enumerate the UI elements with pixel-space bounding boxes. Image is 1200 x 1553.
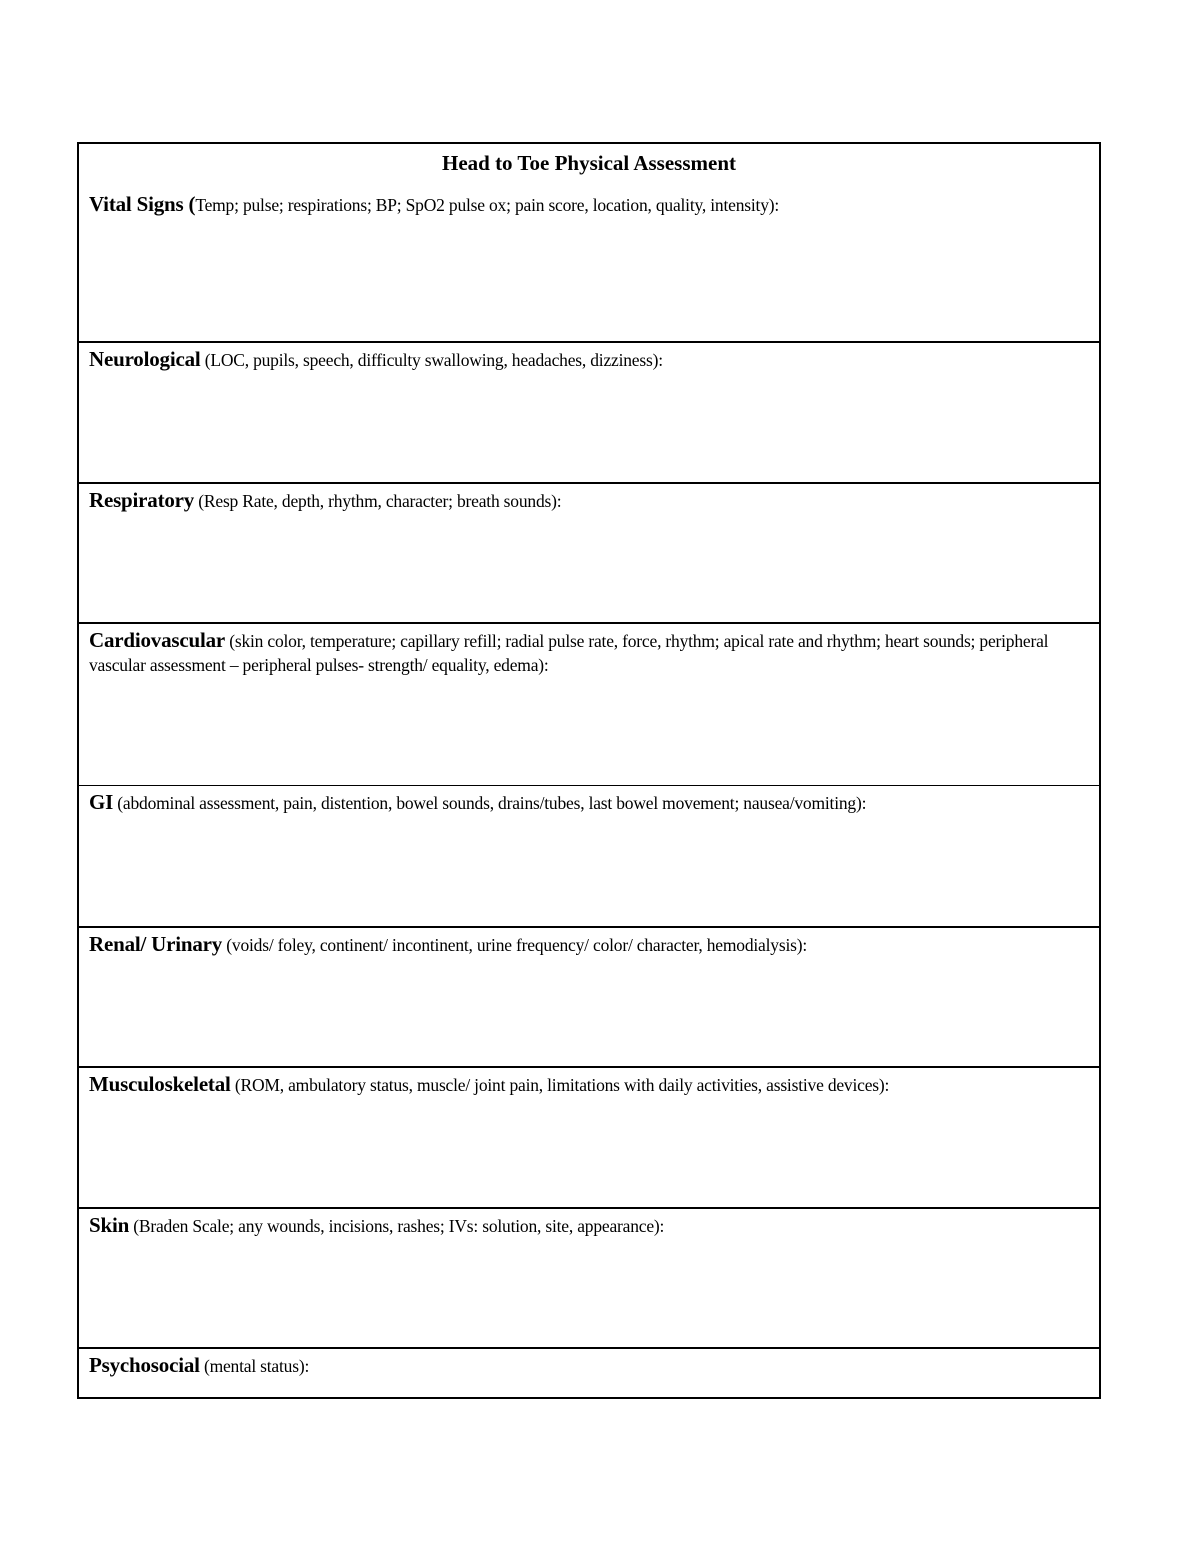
section-label-psychosocial: Psychosocial <box>89 1353 200 1377</box>
section-desc-respiratory: (Resp Rate, depth, rhythm, character; breath sounds): <box>194 491 562 511</box>
section-desc-vital-signs: Temp; pulse; respirations; BP; SpO2 pulse ox; pain score, location, quality, intensity): <box>195 195 780 215</box>
section-label-respiratory: Respiratory <box>89 488 195 512</box>
section-label-vital-signs: Vital Signs <box>89 192 184 216</box>
section-psychosocial <box>79 1347 1099 1397</box>
section-respiratory <box>79 482 1099 622</box>
section-desc-gi: (abdominal assessment, pain, distention, bowel sounds, drains/tubes, last bowel movement; nausea/vomiting): <box>113 793 867 813</box>
section-label-renal-urinary: Renal/ Urinary <box>89 932 223 956</box>
section-desc-psychosocial: (mental status): <box>199 1356 310 1376</box>
section-label-cardiovascular: Cardiovascular <box>89 628 226 652</box>
section-cardiovascular <box>79 622 1099 785</box>
assessment-form-table <box>77 142 1101 1399</box>
section-desc-skin: (Braden Scale; any wounds, incisions, rashes; IVs: solution, site, appearance): <box>129 1216 665 1236</box>
section-gi <box>79 785 1099 926</box>
page-title: Head to Toe Physical Assessment <box>441 151 737 175</box>
section-label-musculoskeletal: Musculoskeletal <box>89 1072 231 1096</box>
section-header-psychosocial <box>89 1353 1089 1378</box>
section-label-gi: GI <box>89 790 114 814</box>
section-desc-musculoskeletal: (ROM, ambulatory status, muscle/ joint pain, limitations with daily activities, assistive devices): <box>230 1075 890 1095</box>
section-label-skin: Skin <box>89 1213 130 1237</box>
section-header-neurological <box>89 347 1089 372</box>
section-open-paren-vital-signs: ( <box>183 192 196 216</box>
section-vital-signs <box>79 144 1099 341</box>
section-header-skin <box>89 1213 1089 1238</box>
section-renal-urinary <box>79 926 1099 1066</box>
section-header-cardiovascular <box>89 628 1089 677</box>
section-header-respiratory <box>89 488 1089 513</box>
section-neurological <box>79 341 1099 482</box>
section-desc-neurological: (LOC, pupils, speech, difficulty swallowing, headaches, dizziness): <box>200 350 663 370</box>
section-header-musculoskeletal <box>89 1072 1089 1097</box>
section-desc-renal-urinary: (voids/ foley, continent/ incontinent, urine frequency/ color/ character, hemodialysis): <box>222 935 808 955</box>
section-desc-cardiovascular: (skin color, temperature; capillary refill; radial pulse rate, force, rhythm; apical rate and rhythm; heart sounds; peripheral vascular assessment – peripheral pulses- strength/ equality, edema): <box>89 631 1049 675</box>
section-label-neurological: Neurological <box>89 347 201 371</box>
section-header-renal-urinary <box>89 932 1089 957</box>
section-skin <box>79 1207 1099 1347</box>
section-musculoskeletal <box>79 1066 1099 1207</box>
section-header-gi <box>89 790 1089 815</box>
section-header-vital-signs <box>89 192 1089 217</box>
